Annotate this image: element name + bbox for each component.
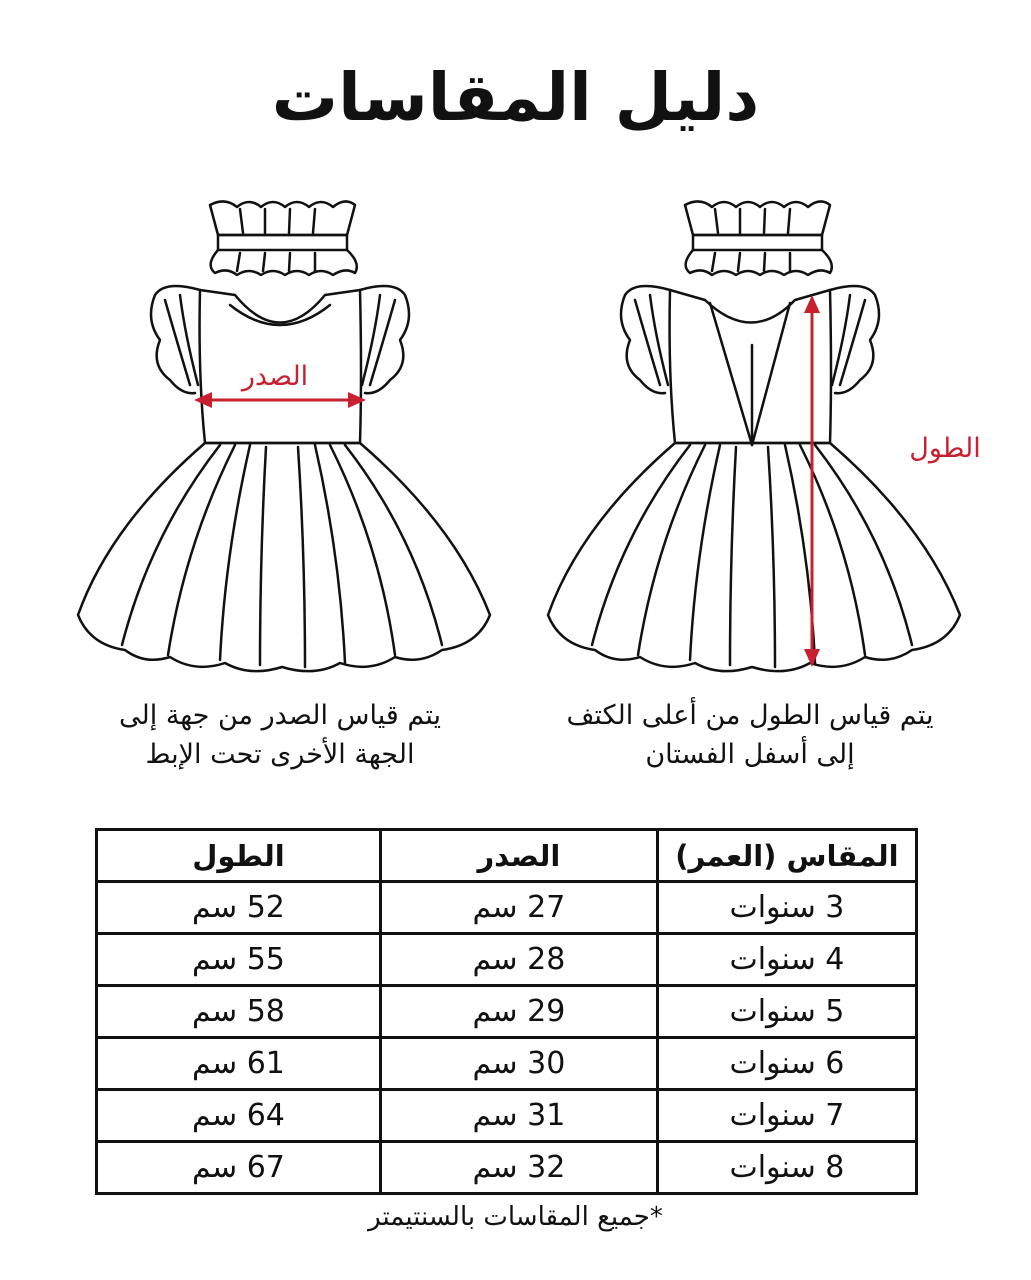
table-row xyxy=(97,1038,917,1090)
chest-caption xyxy=(50,696,510,774)
size-table xyxy=(95,828,918,1195)
table-row xyxy=(97,986,917,1038)
cell-chest: 29 سم xyxy=(380,986,657,1038)
cell-size: 7 سنوات xyxy=(657,1090,916,1142)
chest-label: الصدر xyxy=(241,361,309,392)
cell-size: 5 سنوات xyxy=(657,986,916,1038)
length-label: الطول xyxy=(909,433,981,464)
cell-length: 64 سم xyxy=(97,1090,381,1142)
cell-size: 6 سنوات xyxy=(657,1038,916,1090)
cell-length: 61 سم xyxy=(97,1038,381,1090)
table-header-row xyxy=(97,830,917,882)
cell-length: 58 سم xyxy=(97,986,381,1038)
cell-length: 67 سم xyxy=(97,1142,381,1194)
table-row xyxy=(97,934,917,986)
cell-chest: 30 سم xyxy=(380,1038,657,1090)
caption-line: الجهة الأخرى تحت الإبط xyxy=(145,739,415,771)
table-row xyxy=(97,882,917,934)
table-row xyxy=(97,1090,917,1142)
length-caption xyxy=(520,696,980,774)
cell-size: 4 سنوات xyxy=(657,934,916,986)
cell-size: 8 سنوات xyxy=(657,1142,916,1194)
caption-line: إلى أسفل الفستان xyxy=(645,739,855,771)
caption-line: يتم قياس الصدر من جهة إلى xyxy=(119,700,441,731)
table-row xyxy=(97,1142,917,1194)
header-chest: الصدر xyxy=(380,830,657,882)
cell-chest: 31 سم xyxy=(380,1090,657,1142)
cell-size: 3 سنوات xyxy=(657,882,916,934)
page-title: دليل المقاسات xyxy=(271,59,760,136)
cell-chest: 28 سم xyxy=(380,934,657,986)
cell-length: 52 سم xyxy=(97,882,381,934)
footnote: *جميع المقاسات بالسنتيمتر xyxy=(368,1202,663,1232)
caption-line: يتم قياس الطول من أعلى الكتف xyxy=(566,700,934,731)
cell-chest: 32 سم xyxy=(380,1142,657,1194)
cell-length: 55 سم xyxy=(97,934,381,986)
cell-chest: 27 سم xyxy=(380,882,657,934)
header-size: المقاس (العمر) xyxy=(657,830,916,882)
header-length: الطول xyxy=(97,830,381,882)
dress-front-illustration xyxy=(70,195,500,680)
dress-back-illustration xyxy=(540,195,981,680)
